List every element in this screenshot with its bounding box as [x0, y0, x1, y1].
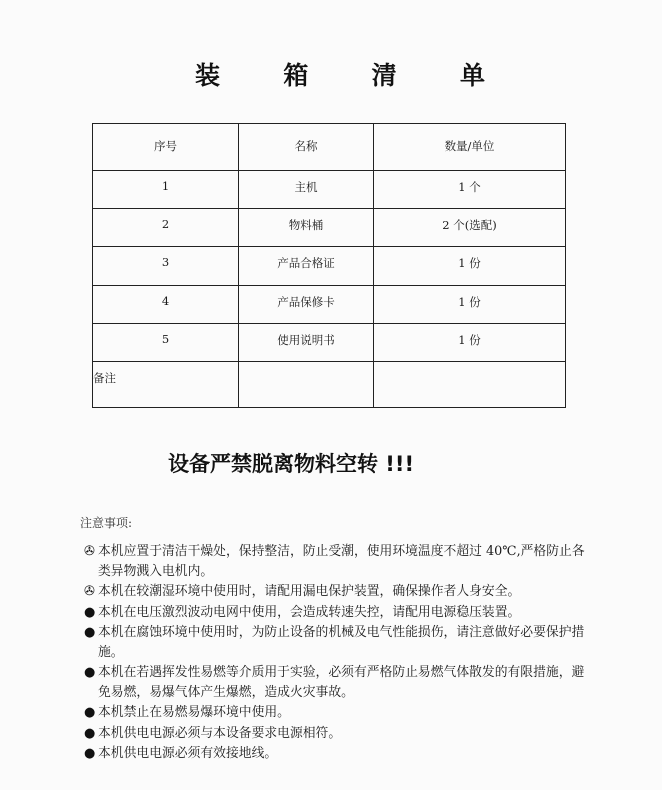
table-row [93, 209, 566, 247]
cell-qty: 1 份 [374, 323, 566, 361]
page-title [195, 56, 485, 92]
note-text: 本机供电电源必须有效接地线。 [98, 746, 278, 761]
title-char: 单 [459, 61, 485, 90]
table-row [93, 171, 566, 209]
cell-qty: 2 个(选配) [374, 209, 566, 247]
list-item [84, 623, 594, 662]
list-item [84, 542, 594, 581]
cell-no: 3 [93, 247, 239, 285]
notes-heading: 注意事项: [80, 516, 133, 530]
bullet-icon: ● [84, 725, 96, 741]
list-item [84, 724, 594, 744]
cell-name: 产品合格证 [239, 247, 374, 285]
list-item [84, 663, 594, 702]
cell-name: 物料桶 [239, 209, 374, 247]
remark-cell-empty [374, 361, 566, 407]
table-row [93, 247, 566, 285]
bullet-icon: ✇ [84, 584, 95, 599]
table-row [93, 285, 566, 323]
header-name: 名称 [239, 124, 374, 171]
cell-no: 1 [93, 171, 239, 209]
cell-qty: 1 份 [374, 247, 566, 285]
remark-cell-empty [239, 361, 374, 407]
cell-no: 2 [93, 209, 239, 247]
header-no: 序号 [93, 124, 239, 171]
cell-qty: 1 份 [374, 285, 566, 323]
bullet-icon: ● [84, 705, 96, 720]
notes-list [84, 542, 594, 765]
bullet-icon: ● [84, 746, 96, 761]
remark-label: 备注 [93, 361, 239, 407]
cell-no: 5 [93, 323, 239, 361]
note-text: 本机在腐蚀环境中使用时，为防止设备的机械及电气性能损伤，请注意做好必要保护措施。 [98, 625, 585, 660]
table-row [93, 323, 566, 361]
cell-name: 产品保修卡 [239, 285, 374, 323]
title-char: 装 [195, 61, 221, 90]
title-char: 清 [371, 61, 397, 90]
list-item [84, 582, 594, 602]
note-text: 本机禁止在易燃易爆环境中使用。 [98, 705, 290, 720]
list-item [84, 744, 594, 764]
bullet-icon: ● [84, 625, 96, 640]
remark-row [93, 361, 566, 407]
cell-name: 使用说明书 [239, 323, 374, 361]
list-item [84, 603, 594, 623]
header-qty: 数量/单位 [374, 124, 566, 171]
bullet-icon: ✇ [84, 544, 95, 559]
note-text: 本机供电电源必须与本设备要求电源相符。 [98, 725, 342, 741]
cell-no: 4 [93, 285, 239, 323]
note-text: 本机在若遇挥发性易燃等介质用于实验，必须有严格防止易燃气体散发的有限措施，避免易燃，易爆气体产生爆燃，造成火灾事故。 [98, 665, 585, 700]
packing-list-table [92, 123, 566, 408]
cell-qty: 1 个 [374, 171, 566, 209]
note-text: 本机在电压激烈波动电网中使用，会造成转速失控，请配用电源稳压装置。 [98, 604, 521, 620]
title-char: 箱 [283, 61, 309, 90]
list-item [84, 703, 594, 723]
cell-name: 主机 [239, 171, 374, 209]
note-text: 本机应置于清洁干燥处，保持整洁，防止受潮，使用环境温度不超过 40℃,严格防止各类异物溅入电机内。 [98, 544, 585, 579]
table-header-row [93, 124, 566, 171]
note-text: 本机在较潮湿环境中使用时，请配用漏电保护装置，确保操作者人身安全。 [98, 584, 521, 599]
bullet-icon: ● [84, 604, 96, 620]
warning-banner: 设备严禁脱离物料空转 !!! [168, 452, 415, 476]
bullet-icon: ● [84, 665, 96, 680]
